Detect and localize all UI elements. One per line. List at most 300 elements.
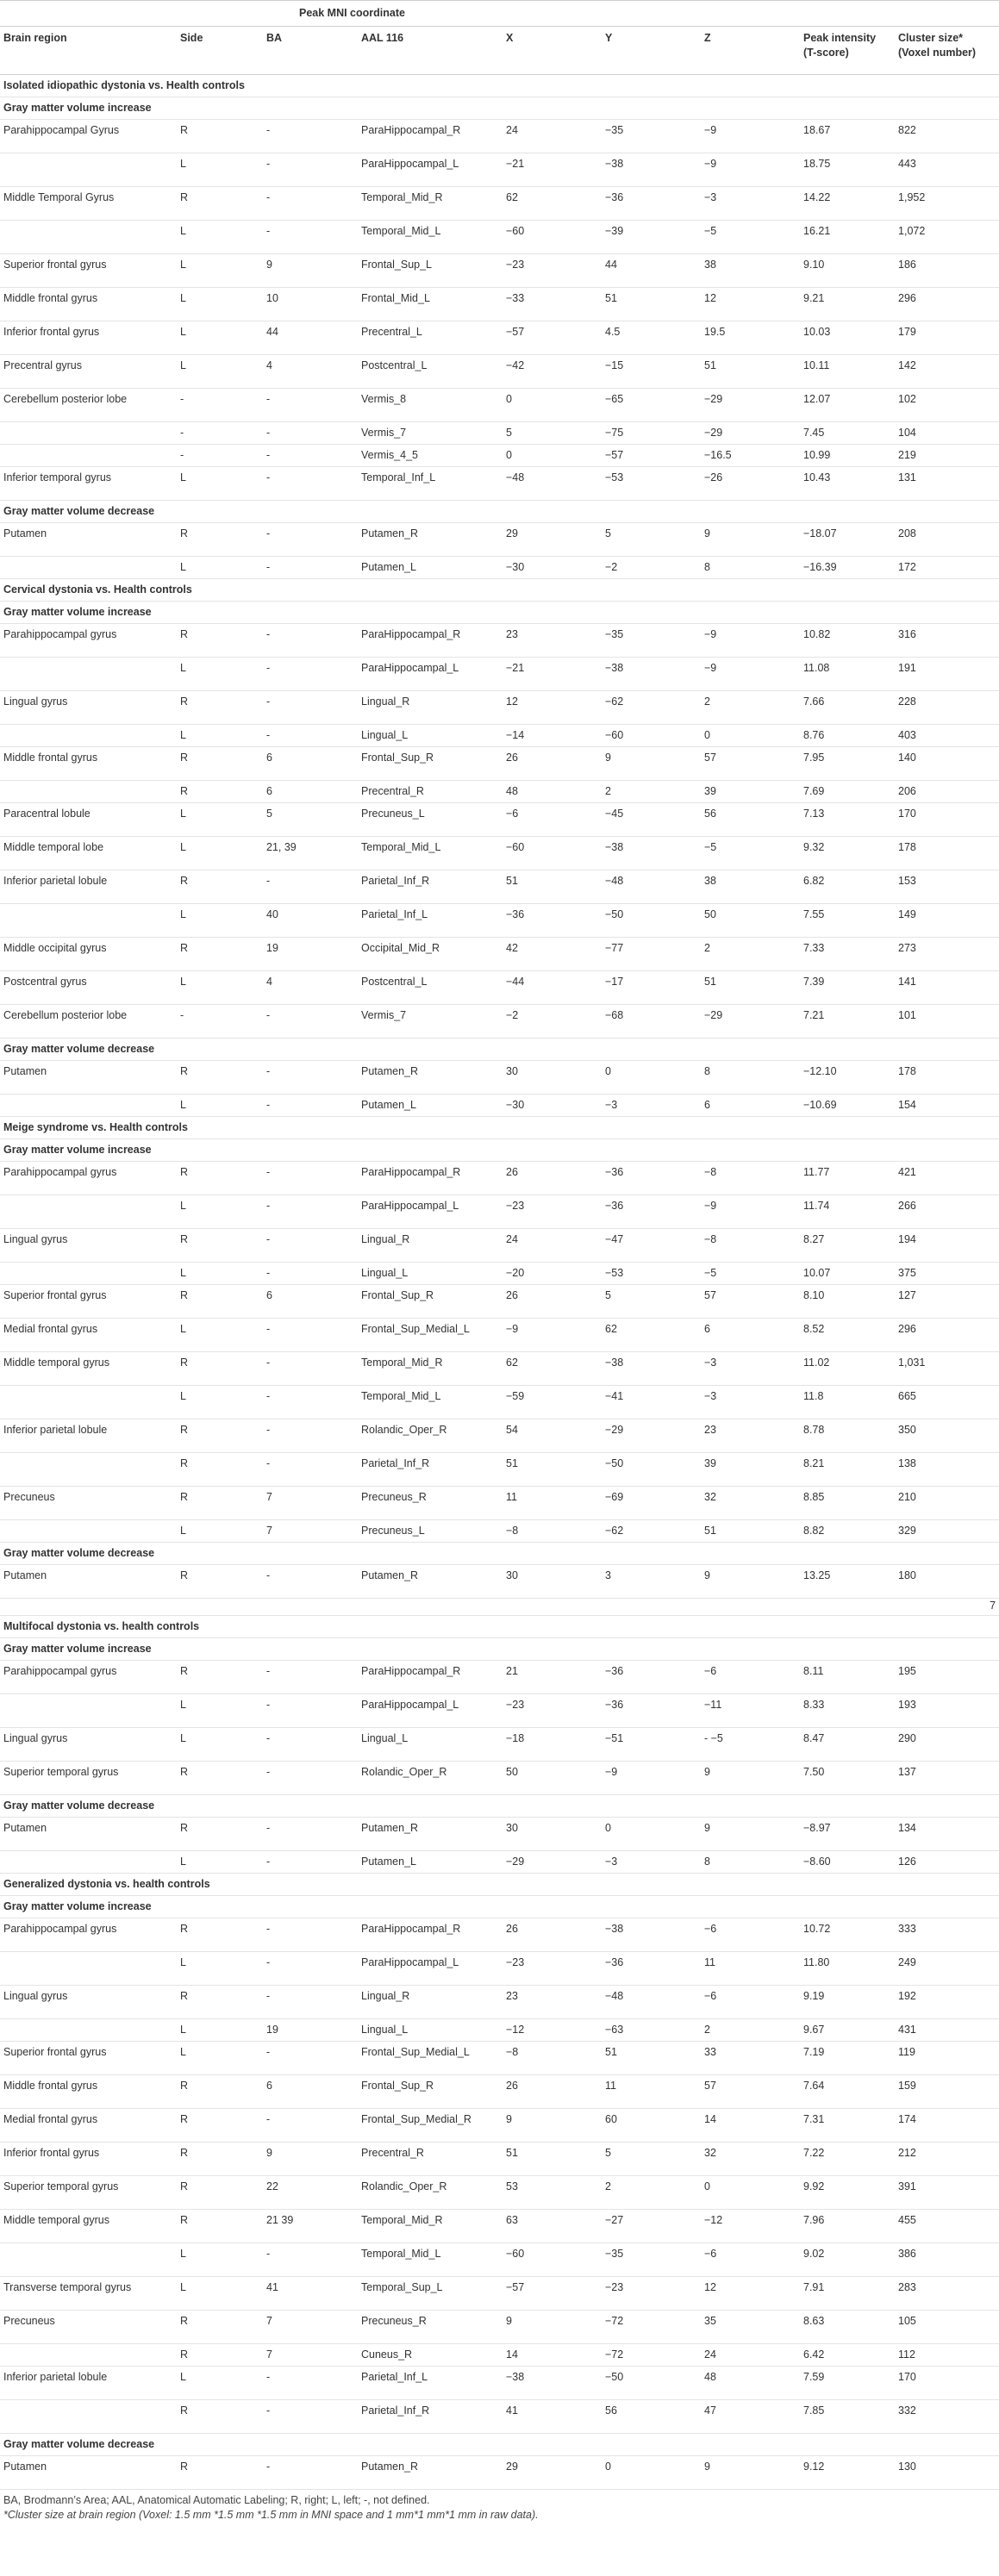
cell-x: 51 bbox=[503, 870, 602, 904]
table-row bbox=[0, 1005, 999, 1039]
cell-peak-intensity: 8.33 bbox=[800, 1694, 895, 1728]
cell-aal: Frontal_Sup_Medial_R bbox=[358, 2109, 503, 2143]
cell-side: R bbox=[177, 2143, 263, 2176]
cell-y: −38 bbox=[602, 1918, 701, 1952]
cell-z: −9 bbox=[701, 624, 800, 658]
cell-side: L bbox=[177, 153, 263, 187]
cell-x: 14 bbox=[503, 2344, 602, 2367]
cell-aal: ParaHippocampal_R bbox=[358, 120, 503, 153]
cell-y: −48 bbox=[602, 1986, 701, 2019]
cell-y: 11 bbox=[602, 2075, 701, 2109]
cell-cluster-size: 329 bbox=[895, 1520, 999, 1543]
cell-peak-intensity: −10.69 bbox=[800, 1095, 895, 1117]
cell-x: 12 bbox=[503, 691, 602, 725]
cell-ba: 41 bbox=[263, 2277, 358, 2311]
cell-cluster-size: 290 bbox=[895, 1728, 999, 1762]
cell-cluster-size: 208 bbox=[895, 523, 999, 557]
cell-z: −3 bbox=[701, 1352, 800, 1386]
cell-x: −2 bbox=[503, 1005, 602, 1039]
cell-z: −5 bbox=[701, 1263, 800, 1285]
cell-cluster-size: 316 bbox=[895, 624, 999, 658]
cell-ba: - bbox=[263, 1352, 358, 1386]
cell-x: 26 bbox=[503, 1918, 602, 1952]
cell-x: −33 bbox=[503, 288, 602, 321]
subsection-heading-row bbox=[0, 2434, 999, 2456]
cell-aal: Frontal_Sup_R bbox=[358, 2075, 503, 2109]
table-row bbox=[0, 1095, 999, 1117]
col-y: Y bbox=[602, 27, 701, 75]
cell-brain-region: Parahippocampal gyrus bbox=[0, 1162, 177, 1195]
cell-side: L bbox=[177, 904, 263, 938]
cell-cluster-size: 283 bbox=[895, 2277, 999, 2311]
cell-y: −36 bbox=[602, 1952, 701, 1986]
cell-x: 30 bbox=[503, 1818, 602, 1851]
cell-brain-region bbox=[0, 1952, 177, 1986]
cell-x: 42 bbox=[503, 938, 602, 971]
cell-brain-region bbox=[0, 1520, 177, 1543]
cell-ba: - bbox=[263, 1918, 358, 1952]
cell-brain-region: Putamen bbox=[0, 1061, 177, 1095]
cell-peak-intensity: 13.25 bbox=[800, 1565, 895, 1599]
cell-cluster-size: 153 bbox=[895, 870, 999, 904]
cell-brain-region bbox=[0, 904, 177, 938]
cell-ba: - bbox=[263, 1229, 358, 1263]
table-row bbox=[0, 2210, 999, 2243]
cell-x: −42 bbox=[503, 355, 602, 389]
subsection-heading-row bbox=[0, 501, 999, 523]
subsection-heading-row bbox=[0, 602, 999, 624]
cell-z: −29 bbox=[701, 422, 800, 445]
cell-peak-intensity: 8.52 bbox=[800, 1319, 895, 1352]
cell-side: R bbox=[177, 2176, 263, 2210]
cell-brain-region: Superior frontal gyrus bbox=[0, 2042, 177, 2075]
cell-peak-intensity: 9.12 bbox=[800, 2456, 895, 2490]
cell-peak-intensity: 7.21 bbox=[800, 1005, 895, 1039]
cell-x: 0 bbox=[503, 445, 602, 467]
cell-brain-region bbox=[0, 1694, 177, 1728]
cell-ba: - bbox=[263, 2042, 358, 2075]
cell-aal: Temporal_Mid_L bbox=[358, 221, 503, 254]
cell-x: −23 bbox=[503, 1195, 602, 1229]
cell-peak-intensity: 10.82 bbox=[800, 624, 895, 658]
cell-aal: Temporal_Mid_L bbox=[358, 837, 503, 870]
cell-side: L bbox=[177, 725, 263, 747]
cell-x: 54 bbox=[503, 1419, 602, 1453]
cell-aal: ParaHippocampal_L bbox=[358, 153, 503, 187]
stray-value-row bbox=[0, 1599, 999, 1616]
cell-y: −45 bbox=[602, 803, 701, 837]
cell-cluster-size: 130 bbox=[895, 2456, 999, 2490]
cell-peak-intensity: 8.63 bbox=[800, 2311, 895, 2344]
table-row bbox=[0, 467, 999, 501]
cell-side: R bbox=[177, 1565, 263, 1599]
cell-cluster-size: 104 bbox=[895, 422, 999, 445]
table-row bbox=[0, 837, 999, 870]
table-row bbox=[0, 1728, 999, 1762]
cell-cluster-size: 1,952 bbox=[895, 187, 999, 221]
cell-cluster-size: 174 bbox=[895, 2109, 999, 2143]
cell-aal: Precuneus_R bbox=[358, 1487, 503, 1520]
cell-ba: - bbox=[263, 1818, 358, 1851]
table-row bbox=[0, 725, 999, 747]
cell-side: R bbox=[177, 691, 263, 725]
cell-brain-region bbox=[0, 781, 177, 803]
section-title: Multifocal dystonia vs. health controls bbox=[0, 1616, 999, 1638]
cell-side: L bbox=[177, 1851, 263, 1874]
table-row bbox=[0, 781, 999, 803]
cell-x: 9 bbox=[503, 2311, 602, 2344]
cell-aal: Rolandic_Oper_R bbox=[358, 1762, 503, 1795]
cell-x: −44 bbox=[503, 971, 602, 1005]
cell-peak-intensity: 9.19 bbox=[800, 1986, 895, 2019]
cell-y: 51 bbox=[602, 2042, 701, 2075]
section-title: Cervical dystonia vs. Health controls bbox=[0, 579, 999, 602]
cell-z: −5 bbox=[701, 221, 800, 254]
cell-cluster-size: 1,072 bbox=[895, 221, 999, 254]
table-row bbox=[0, 1851, 999, 1874]
cell-z: 48 bbox=[701, 2367, 800, 2400]
cell-peak-intensity: 16.21 bbox=[800, 221, 895, 254]
table-row bbox=[0, 1319, 999, 1352]
cell-x: −48 bbox=[503, 467, 602, 501]
table-row bbox=[0, 221, 999, 254]
cell-side: R bbox=[177, 2456, 263, 2490]
cell-aal: Vermis_8 bbox=[358, 389, 503, 422]
cell-x: −29 bbox=[503, 1851, 602, 1874]
cell-ba: - bbox=[263, 1851, 358, 1874]
cell-cluster-size: 126 bbox=[895, 1851, 999, 1874]
cell-y: 60 bbox=[602, 2109, 701, 2143]
cell-aal: Parietal_Inf_R bbox=[358, 870, 503, 904]
cell-x: −6 bbox=[503, 803, 602, 837]
cell-aal: Postcentral_L bbox=[358, 971, 503, 1005]
cell-brain-region bbox=[0, 2400, 177, 2434]
cell-side: R bbox=[177, 781, 263, 803]
cell-y: −72 bbox=[602, 2344, 701, 2367]
cell-ba: - bbox=[263, 1986, 358, 2019]
cell-y: −36 bbox=[602, 1694, 701, 1728]
cell-z: 24 bbox=[701, 2344, 800, 2367]
cell-z: −3 bbox=[701, 187, 800, 221]
cell-ba: 7 bbox=[263, 2311, 358, 2344]
cell-aal: Temporal_Mid_R bbox=[358, 187, 503, 221]
cell-aal: Precuneus_R bbox=[358, 2311, 503, 2344]
cell-x: −57 bbox=[503, 321, 602, 355]
cell-ba: - bbox=[263, 1386, 358, 1419]
cell-ba: 4 bbox=[263, 355, 358, 389]
cell-brain-region: Putamen bbox=[0, 1565, 177, 1599]
cell-y: −38 bbox=[602, 153, 701, 187]
table-row bbox=[0, 1162, 999, 1195]
table-row bbox=[0, 1565, 999, 1599]
cell-z: 38 bbox=[701, 254, 800, 288]
cell-ba: 7 bbox=[263, 1520, 358, 1543]
cell-z: 2 bbox=[701, 938, 800, 971]
cell-peak-intensity: 11.02 bbox=[800, 1352, 895, 1386]
cell-side: L bbox=[177, 971, 263, 1005]
table-row bbox=[0, 557, 999, 579]
col-x: X bbox=[503, 27, 602, 75]
cell-aal: Putamen_L bbox=[358, 1851, 503, 1874]
cell-cluster-size: 296 bbox=[895, 288, 999, 321]
cell-side: R bbox=[177, 1818, 263, 1851]
cell-aal: Rolandic_Oper_R bbox=[358, 1419, 503, 1453]
cell-cluster-size: 296 bbox=[895, 1319, 999, 1352]
cell-peak-intensity: 7.59 bbox=[800, 2367, 895, 2400]
cell-y: −57 bbox=[602, 445, 701, 467]
table-row bbox=[0, 1986, 999, 2019]
cell-z: 9 bbox=[701, 523, 800, 557]
cell-peak-intensity: 8.78 bbox=[800, 1419, 895, 1453]
cell-aal: Lingual_R bbox=[358, 1986, 503, 2019]
cell-peak-intensity: 7.64 bbox=[800, 2075, 895, 2109]
cell-ba: - bbox=[263, 1762, 358, 1795]
cell-ba: 5 bbox=[263, 803, 358, 837]
subsection-title: Gray matter volume decrease bbox=[0, 501, 999, 523]
subsection-title: Gray matter volume increase bbox=[0, 1139, 999, 1162]
cell-x: −18 bbox=[503, 1728, 602, 1762]
cell-brain-region bbox=[0, 1851, 177, 1874]
cell-peak-intensity: 9.10 bbox=[800, 254, 895, 288]
cell-x: −8 bbox=[503, 2042, 602, 2075]
cell-ba: - bbox=[263, 2456, 358, 2490]
subsection-title: Gray matter volume decrease bbox=[0, 1795, 999, 1818]
cell-brain-region: Superior temporal gyrus bbox=[0, 1762, 177, 1795]
cell-aal: Putamen_R bbox=[358, 1565, 503, 1599]
subsection-heading-row bbox=[0, 1039, 999, 1061]
cell-z: −6 bbox=[701, 1986, 800, 2019]
cell-x: −38 bbox=[503, 2367, 602, 2400]
cell-ba: 22 bbox=[263, 2176, 358, 2210]
cell-brain-region: Inferior parietal lobule bbox=[0, 1419, 177, 1453]
cell-z: −16.5 bbox=[701, 445, 800, 467]
cell-brain-region: Cerebellum posterior lobe bbox=[0, 389, 177, 422]
section-heading-row bbox=[0, 75, 999, 97]
cell-y: −72 bbox=[602, 2311, 701, 2344]
cell-aal: ParaHippocampal_L bbox=[358, 1195, 503, 1229]
cell-cluster-size: 105 bbox=[895, 2311, 999, 2344]
cell-z: −6 bbox=[701, 1918, 800, 1952]
subsection-heading-row bbox=[0, 1139, 999, 1162]
table-row bbox=[0, 803, 999, 837]
cell-ba: 6 bbox=[263, 747, 358, 781]
cell-aal: Precentral_L bbox=[358, 321, 503, 355]
cell-aal: Lingual_R bbox=[358, 691, 503, 725]
cell-cluster-size: 210 bbox=[895, 1487, 999, 1520]
cell-cluster-size: 170 bbox=[895, 803, 999, 837]
footnote-abbreviations: BA, Brodmann’s Area; AAL, Anatomical Automatic Labeling; R, right; L, left; -, not defined. bbox=[3, 2494, 430, 2506]
table-row bbox=[0, 153, 999, 187]
cell-side: R bbox=[177, 2344, 263, 2367]
cell-side: R bbox=[177, 1285, 263, 1319]
table-row bbox=[0, 321, 999, 355]
cell-peak-intensity: 7.33 bbox=[800, 938, 895, 971]
cell-x: −21 bbox=[503, 153, 602, 187]
cell-y: 56 bbox=[602, 2400, 701, 2434]
table-row bbox=[0, 1487, 999, 1520]
cell-ba: 44 bbox=[263, 321, 358, 355]
cell-ba: 7 bbox=[263, 2344, 358, 2367]
cell-aal: Precuneus_L bbox=[358, 803, 503, 837]
cell-x: −23 bbox=[503, 1952, 602, 1986]
cell-brain-region: Putamen bbox=[0, 2456, 177, 2490]
table-row bbox=[0, 1818, 999, 1851]
cell-side: L bbox=[177, 1263, 263, 1285]
cell-z: −6 bbox=[701, 1661, 800, 1694]
cell-y: −50 bbox=[602, 904, 701, 938]
cell-aal: Putamen_R bbox=[358, 1818, 503, 1851]
cell-aal: Occipital_Mid_R bbox=[358, 938, 503, 971]
cell-aal: Parietal_Inf_R bbox=[358, 1453, 503, 1487]
cell-peak-intensity: 7.95 bbox=[800, 747, 895, 781]
cell-aal: Lingual_L bbox=[358, 2019, 503, 2042]
cell-peak-intensity: 8.10 bbox=[800, 1285, 895, 1319]
subsection-heading-row bbox=[0, 1795, 999, 1818]
cell-y: 5 bbox=[602, 523, 701, 557]
cell-aal: Temporal_Mid_R bbox=[358, 2210, 503, 2243]
cell-side: L bbox=[177, 1386, 263, 1419]
cell-aal: ParaHippocampal_L bbox=[358, 1952, 503, 1986]
cell-peak-intensity: −12.10 bbox=[800, 1061, 895, 1095]
cell-x: 41 bbox=[503, 2400, 602, 2434]
cell-x: 24 bbox=[503, 120, 602, 153]
cell-peak-intensity: 10.99 bbox=[800, 445, 895, 467]
cell-ba: - bbox=[263, 1162, 358, 1195]
cell-side: R bbox=[177, 2109, 263, 2143]
cell-aal: Vermis_7 bbox=[358, 1005, 503, 1039]
cell-side: R bbox=[177, 1162, 263, 1195]
footnote-row bbox=[0, 2490, 999, 2524]
cell-side: - bbox=[177, 1005, 263, 1039]
cell-side: - bbox=[177, 389, 263, 422]
cell-ba: 9 bbox=[263, 254, 358, 288]
cell-cluster-size: 119 bbox=[895, 2042, 999, 2075]
cell-side: L bbox=[177, 2243, 263, 2277]
cell-brain-region bbox=[0, 1263, 177, 1285]
table-row bbox=[0, 971, 999, 1005]
cell-side: R bbox=[177, 1762, 263, 1795]
col-aal: AAL 116 bbox=[358, 27, 503, 75]
cell-peak-intensity: 6.82 bbox=[800, 870, 895, 904]
cell-cluster-size: 138 bbox=[895, 1453, 999, 1487]
cell-cluster-size: 170 bbox=[895, 2367, 999, 2400]
cell-peak-intensity: 10.03 bbox=[800, 321, 895, 355]
cell-y: −9 bbox=[602, 1762, 701, 1795]
subsection-title: Gray matter volume decrease bbox=[0, 1543, 999, 1565]
cell-cluster-size: 375 bbox=[895, 1263, 999, 1285]
cell-x: 26 bbox=[503, 1162, 602, 1195]
cell-ba: - bbox=[263, 1263, 358, 1285]
cell-z: - −5 bbox=[701, 1728, 800, 1762]
cell-y: −15 bbox=[602, 355, 701, 389]
cell-peak-intensity: 7.96 bbox=[800, 2210, 895, 2243]
cell-aal: ParaHippocampal_R bbox=[358, 1661, 503, 1694]
cell-peak-intensity: 7.69 bbox=[800, 781, 895, 803]
table-row bbox=[0, 2456, 999, 2490]
cell-brain-region bbox=[0, 1386, 177, 1419]
cell-cluster-size: 332 bbox=[895, 2400, 999, 2434]
cell-cluster-size: 172 bbox=[895, 557, 999, 579]
cell-peak-intensity: 11.74 bbox=[800, 1195, 895, 1229]
table-row bbox=[0, 2176, 999, 2210]
cell-cluster-size: 665 bbox=[895, 1386, 999, 1419]
cell-z: 51 bbox=[701, 355, 800, 389]
cell-aal: Frontal_Sup_R bbox=[358, 1285, 503, 1319]
cell-side: R bbox=[177, 1419, 263, 1453]
cell-z: 57 bbox=[701, 2075, 800, 2109]
cell-aal: Temporal_Sup_L bbox=[358, 2277, 503, 2311]
cell-cluster-size: 127 bbox=[895, 1285, 999, 1319]
cell-z: 56 bbox=[701, 803, 800, 837]
cell-aal: ParaHippocampal_R bbox=[358, 624, 503, 658]
cell-y: 2 bbox=[602, 2176, 701, 2210]
cell-y: −38 bbox=[602, 1352, 701, 1386]
table-row bbox=[0, 2109, 999, 2143]
cell-ba: - bbox=[263, 1728, 358, 1762]
cell-side: R bbox=[177, 1453, 263, 1487]
cell-brain-region bbox=[0, 2243, 177, 2277]
table-row bbox=[0, 870, 999, 904]
cell-brain-region: Putamen bbox=[0, 1818, 177, 1851]
cell-x: −60 bbox=[503, 837, 602, 870]
cell-z: 39 bbox=[701, 1453, 800, 1487]
cell-brain-region: Transverse temporal gyrus bbox=[0, 2277, 177, 2311]
cell-y: −50 bbox=[602, 2367, 701, 2400]
cell-peak-intensity: −16.39 bbox=[800, 557, 895, 579]
cell-z: 6 bbox=[701, 1319, 800, 1352]
subsection-heading-row bbox=[0, 1638, 999, 1661]
cell-y: 3 bbox=[602, 1565, 701, 1599]
subsection-heading-row bbox=[0, 1896, 999, 1918]
subsection-title: Gray matter volume decrease bbox=[0, 1039, 999, 1061]
cell-y: −69 bbox=[602, 1487, 701, 1520]
cell-z: 57 bbox=[701, 1285, 800, 1319]
cell-z: 51 bbox=[701, 1520, 800, 1543]
cell-z: 12 bbox=[701, 288, 800, 321]
cell-x: 62 bbox=[503, 1352, 602, 1386]
cell-ba: - bbox=[263, 2400, 358, 2434]
cell-brain-region: Middle frontal gyrus bbox=[0, 747, 177, 781]
table-row bbox=[0, 187, 999, 221]
cell-y: −3 bbox=[602, 1095, 701, 1117]
cell-brain-region: Medial frontal gyrus bbox=[0, 1319, 177, 1352]
cell-cluster-size: 159 bbox=[895, 2075, 999, 2109]
cell-y: 62 bbox=[602, 1319, 701, 1352]
cell-brain-region: Superior frontal gyrus bbox=[0, 1285, 177, 1319]
cell-cluster-size: 443 bbox=[895, 153, 999, 187]
cell-x: 26 bbox=[503, 747, 602, 781]
cell-brain-region: Lingual gyrus bbox=[0, 1986, 177, 2019]
cell-ba: - bbox=[263, 2367, 358, 2400]
cell-cluster-size: 134 bbox=[895, 1818, 999, 1851]
cell-cluster-size: 403 bbox=[895, 725, 999, 747]
section-title: Generalized dystonia vs. health controls bbox=[0, 1874, 999, 1896]
cell-aal: Putamen_R bbox=[358, 523, 503, 557]
cell-brain-region: Middle temporal gyrus bbox=[0, 1352, 177, 1386]
subsection-title: Gray matter volume decrease bbox=[0, 2434, 999, 2456]
cell-aal: Cuneus_R bbox=[358, 2344, 503, 2367]
cell-z: 35 bbox=[701, 2311, 800, 2344]
col-z: Z bbox=[701, 27, 800, 75]
cell-y: −65 bbox=[602, 389, 701, 422]
cell-aal: Precentral_R bbox=[358, 781, 503, 803]
cell-aal: ParaHippocampal_R bbox=[358, 1918, 503, 1952]
cell-x: 26 bbox=[503, 2075, 602, 2109]
cell-x: 29 bbox=[503, 523, 602, 557]
cell-z: −8 bbox=[701, 1229, 800, 1263]
cell-brain-region: Parahippocampal gyrus bbox=[0, 1661, 177, 1694]
cell-y: −17 bbox=[602, 971, 701, 1005]
